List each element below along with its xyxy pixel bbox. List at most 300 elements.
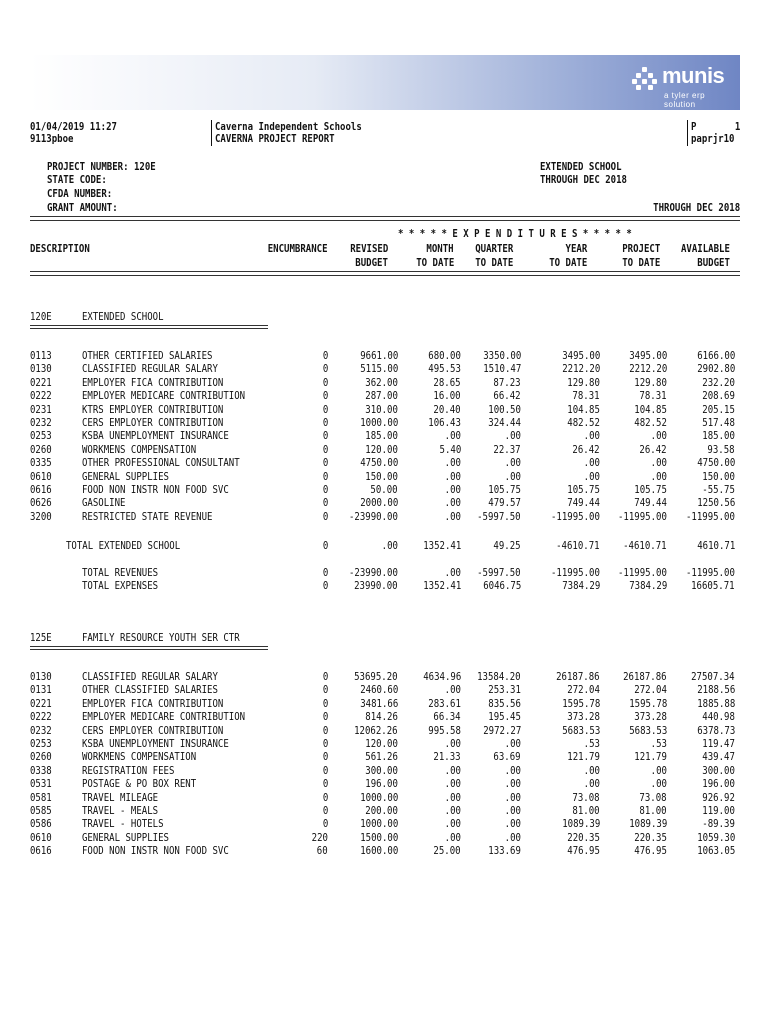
row-description: OTHER CLASSIFIED SALARIES (82, 684, 218, 697)
cell-revised-budget: 200.00 (365, 805, 398, 817)
cell-project-to-date: 26.42 (639, 443, 667, 456)
cell-available-budget: 119.47 (702, 738, 735, 750)
cell-available-budget: 439.47 (702, 751, 735, 764)
row-description: FOOD NON INSTR NON FOOD SVC (82, 484, 229, 496)
cell-quarter-to-date: 1510.47 (482, 363, 521, 376)
row-description: KSBA UNEMPLOYMENT INSURANCE (82, 430, 229, 443)
row-description: CLASSIFIED REGULAR SALARY (82, 363, 218, 376)
cell-project-to-date: 2212.20 (628, 363, 667, 376)
cell-month-to-date: 25.00 (433, 845, 461, 858)
cell-year-to-date: 220.35 (567, 831, 600, 844)
row-object-code: 0531 (30, 778, 52, 791)
cell-project-to-date: 129.80 (634, 376, 667, 389)
row-description: TRAVEL - MEALS (82, 805, 159, 817)
cell-month-to-date: 20.40 (433, 403, 461, 416)
report-datetime: 01/04/2019 11:27 (30, 121, 117, 133)
cell-encumbrance: 0 (322, 580, 328, 592)
cell-quarter-to-date: 13584.20 (477, 671, 521, 683)
col-project: PROJECT (621, 243, 660, 255)
cell-project-to-date: 272.04 (634, 684, 667, 697)
through-period-right: THROUGH DEC 2018 (653, 202, 740, 214)
col-year-2: TO DATE (548, 257, 587, 269)
cell-year-to-date: .00 (583, 430, 600, 443)
row-description: OTHER CERTIFIED SALARIES (82, 350, 213, 362)
row-description: KSBA UNEMPLOYMENT INSURANCE (82, 738, 229, 750)
cell-project-to-date: 749.44 (634, 497, 667, 510)
cell-quarter-to-date: 66.42 (493, 390, 521, 403)
header-divider-right (687, 120, 688, 146)
cell-encumbrance: 0 (322, 376, 328, 389)
cell-revised-budget: 120.00 (365, 738, 398, 750)
cell-month-to-date: 1352.41 (422, 540, 461, 552)
cell-project-to-date: 104.85 (634, 403, 667, 416)
cell-encumbrance: 0 (322, 417, 328, 429)
cell-encumbrance: 0 (322, 567, 328, 579)
cell-revised-budget: 120.00 (365, 443, 398, 456)
logo-dots-icon (632, 67, 658, 93)
cell-quarter-to-date: 87.23 (493, 376, 521, 389)
cell-available-budget: -11995.00 (686, 567, 735, 579)
cell-encumbrance: 0 (322, 457, 328, 470)
cell-revised-budget: 1500.00 (359, 831, 398, 844)
cell-available-budget: 1059.30 (696, 831, 735, 844)
logo-text: munis (662, 63, 725, 88)
cell-revised-budget: 300.00 (365, 764, 398, 777)
cell-encumbrance: 0 (322, 738, 328, 750)
cell-revised-budget: 4750.00 (359, 457, 398, 470)
cell-encumbrance: 0 (322, 764, 328, 777)
cell-year-to-date: 26187.86 (556, 671, 600, 683)
cell-quarter-to-date: .00 (504, 764, 521, 777)
row-object-code: 0335 (30, 457, 52, 470)
cell-revised-budget: 2460.60 (359, 684, 398, 697)
cell-month-to-date: .00 (444, 791, 461, 804)
row-description: GENERAL SUPPLIES (82, 831, 169, 844)
cell-encumbrance: 0 (322, 350, 328, 362)
report-title: CAVERNA PROJECT REPORT (215, 133, 335, 145)
row-description: TRAVEL MILEAGE (82, 791, 159, 804)
cell-project-to-date: 373.28 (634, 711, 667, 724)
cell-revised-budget: 150.00 (365, 470, 398, 483)
cell-project-to-date: 5683.53 (628, 724, 667, 737)
row-description: WORKMENS COMPENSATION (82, 751, 197, 764)
cell-quarter-to-date: .00 (504, 470, 521, 483)
row-description: CERS EMPLOYER CONTRIBUTION (82, 724, 224, 737)
cell-month-to-date: .00 (444, 457, 461, 470)
cell-encumbrance: 220 (311, 831, 328, 844)
cell-quarter-to-date: .00 (504, 778, 521, 791)
cell-quarter-to-date: 835.56 (488, 697, 521, 710)
cell-encumbrance: 0 (322, 791, 328, 804)
project-name: EXTENDED SCHOOL (540, 161, 622, 173)
row-object-code: 0338 (30, 764, 52, 777)
row-object-code: 0610 (30, 831, 52, 844)
row-description: OTHER PROFESSIONAL CONSULTANT (82, 457, 240, 470)
cell-year-to-date: 476.95 (567, 845, 600, 858)
cell-encumbrance: 0 (322, 778, 328, 791)
cell-year-to-date: .00 (583, 457, 600, 470)
report-user: 9113pboe (30, 133, 74, 145)
cell-month-to-date: 106.43 (428, 417, 461, 429)
cell-quarter-to-date: .00 (504, 738, 521, 750)
cell-encumbrance: 0 (322, 510, 328, 523)
cell-project-to-date: 81.00 (639, 805, 667, 817)
cell-project-to-date: .00 (650, 764, 667, 777)
cell-quarter-to-date: .00 (504, 430, 521, 443)
total-expenses-label: TOTAL EXPENSES (82, 580, 159, 592)
page-number: 1 (734, 121, 740, 133)
cell-year-to-date: 81.00 (572, 805, 600, 817)
cell-year-to-date: 7384.29 (561, 580, 600, 592)
cell-revised-budget: 50.00 (370, 484, 398, 496)
cell-project-to-date: .00 (650, 430, 667, 443)
cell-quarter-to-date: 479.57 (488, 497, 521, 510)
cell-available-budget: 208.69 (702, 390, 735, 403)
col-encumbrance: ENCUMBRANCE (268, 243, 328, 255)
through-period: THROUGH DEC 2018 (540, 174, 627, 186)
cell-month-to-date: .00 (444, 470, 461, 483)
row-description: RESTRICTED STATE REVENUE (82, 510, 213, 523)
cell-revised-budget: 287.00 (365, 390, 398, 403)
cell-project-to-date: -4610.71 (623, 540, 667, 552)
cell-revised-budget: 9661.00 (359, 350, 398, 362)
cell-encumbrance: 0 (322, 671, 328, 683)
cell-month-to-date: 28.65 (433, 376, 461, 389)
row-description: KTRS EMPLOYER CONTRIBUTION (82, 403, 224, 416)
cell-revised-budget: 1600.00 (359, 845, 398, 858)
row-object-code: 0130 (30, 671, 52, 683)
cell-encumbrance: 0 (322, 497, 328, 510)
cell-month-to-date: .00 (444, 567, 461, 579)
cell-month-to-date: .00 (444, 510, 461, 523)
cell-project-to-date: -11995.00 (618, 510, 667, 523)
cell-available-budget: 926.92 (702, 791, 735, 804)
header-divider-left (211, 120, 212, 146)
cell-available-budget: 93.58 (707, 443, 735, 456)
cell-project-to-date: 73.08 (639, 791, 667, 804)
cell-available-budget: 196.00 (702, 778, 735, 791)
cell-revised-budget: .00 (381, 540, 398, 552)
cell-year-to-date: 129.80 (567, 376, 600, 389)
row-object-code: 0610 (30, 470, 52, 483)
row-object-code: 0586 (30, 818, 52, 831)
cell-year-to-date: 73.08 (572, 791, 600, 804)
cell-available-budget: 119.00 (702, 805, 735, 817)
row-description: POSTAGE & PO BOX RENT (82, 778, 197, 791)
grant-amount: GRANT AMOUNT: (47, 202, 118, 214)
cell-year-to-date: 482.52 (567, 417, 600, 429)
cell-month-to-date: .00 (444, 764, 461, 777)
cell-quarter-to-date: 63.69 (493, 751, 521, 764)
cell-month-to-date: .00 (444, 684, 461, 697)
cell-revised-budget: 185.00 (365, 430, 398, 443)
row-description: EMPLOYER FICA CONTRIBUTION (82, 376, 224, 389)
cell-revised-budget: 1000.00 (359, 791, 398, 804)
munis-logo (632, 61, 732, 109)
cell-project-to-date: 220.35 (634, 831, 667, 844)
cell-available-budget: 4750.00 (696, 457, 735, 470)
section-total-label: TOTAL EXTENDED SCHOOL (66, 540, 181, 552)
cell-project-to-date: 1595.78 (628, 697, 667, 710)
cell-month-to-date: 495.53 (428, 363, 461, 376)
col-revised-2: BUDGET (355, 257, 388, 269)
cell-year-to-date: 2212.20 (561, 363, 600, 376)
col-month: MONTH (426, 243, 454, 255)
cell-revised-budget: 1000.00 (359, 818, 398, 831)
cell-encumbrance: 0 (322, 684, 328, 697)
cell-year-to-date: .00 (583, 764, 600, 777)
cell-encumbrance: 0 (322, 711, 328, 724)
expenditures-banner: * * * * * E X P E N D I T U R E S * * * * * (398, 228, 632, 240)
col-available: AVAILABLE (681, 243, 730, 255)
report-banner (30, 55, 740, 110)
row-description: GENERAL SUPPLIES (82, 470, 169, 483)
cell-available-budget: 2902.80 (696, 363, 735, 376)
org-name: Caverna Independent Schools (215, 121, 362, 133)
cell-month-to-date: 66.34 (433, 711, 461, 724)
cell-project-to-date: .00 (650, 470, 667, 483)
cell-revised-budget: 1000.00 (359, 417, 398, 429)
cell-year-to-date: 373.28 (567, 711, 600, 724)
row-object-code: 0626 (30, 497, 52, 510)
cell-available-budget: 185.00 (702, 430, 735, 443)
column-heading-rule (30, 271, 740, 276)
cell-year-to-date: -4610.71 (556, 540, 600, 552)
cell-quarter-to-date: -5997.50 (477, 510, 521, 523)
cell-project-to-date: 1089.39 (628, 818, 667, 831)
cell-year-to-date: .00 (583, 470, 600, 483)
cell-quarter-to-date: 324.44 (488, 417, 521, 429)
col-year: YEAR (565, 243, 587, 255)
cell-revised-budget: 23990.00 (354, 580, 398, 592)
row-object-code: 0253 (30, 738, 52, 750)
cell-month-to-date: .00 (444, 818, 461, 831)
row-description: REGISTRATION FEES (82, 764, 175, 777)
cell-year-to-date: .53 (583, 738, 600, 750)
cell-encumbrance: 0 (322, 751, 328, 764)
cell-encumbrance: 0 (322, 443, 328, 456)
row-description: EMPLOYER FICA CONTRIBUTION (82, 697, 224, 710)
row-object-code: 0222 (30, 711, 52, 724)
cell-available-budget: 1885.88 (696, 697, 735, 710)
cell-quarter-to-date: 2972.27 (482, 724, 521, 737)
cell-available-budget: -11995.00 (686, 510, 735, 523)
cell-revised-budget: 196.00 (365, 778, 398, 791)
cell-year-to-date: 121.79 (567, 751, 600, 764)
cell-available-budget: 2188.56 (696, 684, 735, 697)
cell-project-to-date: 3495.00 (628, 350, 667, 362)
state-code: STATE CODE: (47, 174, 107, 186)
cell-month-to-date: .00 (444, 778, 461, 791)
cell-quarter-to-date: 253.31 (488, 684, 521, 697)
cell-month-to-date: 283.61 (428, 697, 461, 710)
cell-year-to-date: 749.44 (567, 497, 600, 510)
cell-month-to-date: 995.58 (428, 724, 461, 737)
row-object-code: 0131 (30, 684, 52, 697)
cell-encumbrance: 0 (322, 818, 328, 831)
cell-revised-budget: 3481.66 (359, 697, 398, 710)
row-object-code: 0260 (30, 443, 52, 456)
cell-year-to-date: 26.42 (572, 443, 600, 456)
row-object-code: 0222 (30, 390, 52, 403)
cell-revised-budget: 5115.00 (359, 363, 398, 376)
col-project-2: TO DATE (621, 257, 660, 269)
cell-available-budget: 4610.71 (696, 540, 735, 552)
cell-quarter-to-date: 49.25 (493, 540, 521, 552)
row-object-code: 0232 (30, 417, 52, 429)
row-description: EMPLOYER MEDICARE CONTRIBUTION (82, 711, 246, 724)
cell-year-to-date: 78.31 (572, 390, 600, 403)
cell-available-budget: 1250.56 (696, 497, 735, 510)
cell-year-to-date: -11995.00 (551, 510, 600, 523)
cell-project-to-date: .53 (650, 738, 667, 750)
cell-available-budget: 517.48 (702, 417, 735, 429)
cell-quarter-to-date: 6046.75 (482, 580, 521, 592)
cell-month-to-date: 5.40 (439, 443, 461, 456)
cell-year-to-date: 105.75 (567, 484, 600, 496)
cell-quarter-to-date: .00 (504, 818, 521, 831)
cell-month-to-date: .00 (444, 831, 461, 844)
cell-revised-budget: 2000.00 (359, 497, 398, 510)
cell-project-to-date: 476.95 (634, 845, 667, 858)
row-object-code: 0581 (30, 791, 52, 804)
project-number: PROJECT NUMBER: 120E (47, 161, 156, 173)
cell-year-to-date: 3495.00 (561, 350, 600, 362)
cell-revised-budget: 53695.20 (354, 671, 398, 683)
cell-month-to-date: .00 (444, 738, 461, 750)
cell-quarter-to-date: 22.37 (493, 443, 521, 456)
cell-encumbrance: 60 (317, 845, 328, 858)
cell-encumbrance: 0 (322, 540, 328, 552)
cell-available-budget: 440.98 (702, 711, 735, 724)
row-object-code: 0260 (30, 751, 52, 764)
col-month-2: TO DATE (415, 257, 454, 269)
row-object-code: 0130 (30, 363, 52, 376)
cell-project-to-date: 26187.86 (623, 671, 667, 683)
row-description: WORKMENS COMPENSATION (82, 443, 197, 456)
cell-month-to-date: 16.00 (433, 390, 461, 403)
cell-available-budget: 27507.34 (691, 671, 735, 683)
cell-encumbrance: 0 (322, 403, 328, 416)
cell-quarter-to-date: 195.45 (488, 711, 521, 724)
cell-quarter-to-date: .00 (504, 457, 521, 470)
cell-encumbrance: 0 (322, 724, 328, 737)
cell-project-to-date: 105.75 (634, 484, 667, 496)
cell-revised-budget: -23990.00 (349, 567, 398, 579)
col-description: DESCRIPTION (30, 243, 90, 255)
program-id: paprjr10 (691, 133, 735, 145)
row-description: CERS EMPLOYER CONTRIBUTION (82, 417, 224, 429)
row-description: CLASSIFIED REGULAR SALARY (82, 671, 218, 683)
cell-year-to-date: 272.04 (567, 684, 600, 697)
section-name: FAMILY RESOURCE YOUTH SER CTR (82, 632, 240, 644)
cell-year-to-date: 5683.53 (561, 724, 600, 737)
cell-project-to-date: 78.31 (639, 390, 667, 403)
col-available-2: BUDGET (697, 257, 730, 269)
cell-encumbrance: 0 (322, 363, 328, 376)
cell-available-budget: 6378.73 (696, 724, 735, 737)
cell-year-to-date: -11995.00 (551, 567, 600, 579)
cell-month-to-date: 21.33 (433, 751, 461, 764)
section-underline (30, 646, 268, 650)
cell-revised-budget: 310.00 (365, 403, 398, 416)
cell-year-to-date: 104.85 (567, 403, 600, 416)
cell-encumbrance: 0 (322, 470, 328, 483)
col-quarter-2: TO DATE (474, 257, 513, 269)
cell-project-to-date: .00 (650, 457, 667, 470)
cfda-number: CFDA NUMBER: (47, 188, 113, 200)
cell-available-budget: 300.00 (702, 764, 735, 777)
total-revenues-label: TOTAL REVENUES (82, 567, 159, 579)
cell-year-to-date: 1595.78 (561, 697, 600, 710)
cell-encumbrance: 0 (322, 697, 328, 710)
cell-month-to-date: 4634.96 (422, 671, 461, 683)
section-code: 120E (30, 311, 52, 323)
row-description: FOOD NON INSTR NON FOOD SVC (82, 845, 229, 858)
row-object-code: 0231 (30, 403, 52, 416)
row-description: EMPLOYER MEDICARE CONTRIBUTION (82, 390, 246, 403)
cell-available-budget: 1063.05 (696, 845, 735, 858)
cell-available-budget: 150.00 (702, 470, 735, 483)
cell-project-to-date: 482.52 (634, 417, 667, 429)
cell-quarter-to-date: 105.75 (488, 484, 521, 496)
row-description: GASOLINE (82, 497, 126, 510)
cell-project-to-date: .00 (650, 778, 667, 791)
cell-encumbrance: 0 (322, 805, 328, 817)
cell-available-budget: -55.75 (702, 484, 735, 496)
cell-month-to-date: .00 (444, 430, 461, 443)
section-name: EXTENDED SCHOOL (82, 311, 164, 323)
cell-month-to-date: 1352.41 (422, 580, 461, 592)
cell-revised-budget: 362.00 (365, 376, 398, 389)
cell-available-budget: 6166.00 (696, 350, 735, 362)
row-object-code: 0616 (30, 845, 52, 858)
cell-available-budget: 232.20 (702, 376, 735, 389)
cell-quarter-to-date: .00 (504, 791, 521, 804)
cell-quarter-to-date: 3350.00 (482, 350, 521, 362)
cell-revised-budget: 561.26 (365, 751, 398, 764)
cell-available-budget: -89.39 (702, 818, 735, 831)
header-rule (30, 216, 740, 221)
cell-encumbrance: 0 (322, 390, 328, 403)
page-label: P (691, 121, 697, 133)
cell-quarter-to-date: .00 (504, 805, 521, 817)
col-revised: REVISED (349, 243, 388, 255)
col-quarter: QUARTER (474, 243, 513, 255)
row-object-code: 0616 (30, 484, 52, 496)
cell-encumbrance: 0 (322, 484, 328, 496)
row-object-code: 0585 (30, 805, 52, 817)
row-object-code: 0232 (30, 724, 52, 737)
cell-month-to-date: 680.00 (428, 350, 461, 362)
row-object-code: 0221 (30, 697, 52, 710)
cell-quarter-to-date: -5997.50 (477, 567, 521, 579)
row-object-code: 0253 (30, 430, 52, 443)
cell-project-to-date: 7384.29 (628, 580, 667, 592)
cell-quarter-to-date: 100.50 (488, 403, 521, 416)
cell-quarter-to-date: .00 (504, 831, 521, 844)
cell-encumbrance: 0 (322, 430, 328, 443)
cell-month-to-date: .00 (444, 497, 461, 510)
cell-month-to-date: .00 (444, 484, 461, 496)
cell-revised-budget: -23990.00 (349, 510, 398, 523)
cell-available-budget: 205.15 (702, 403, 735, 416)
cell-revised-budget: 814.26 (365, 711, 398, 724)
cell-revised-budget: 12062.26 (354, 724, 398, 737)
cell-year-to-date: 1089.39 (561, 818, 600, 831)
cell-project-to-date: -11995.00 (618, 567, 667, 579)
row-object-code: 0113 (30, 350, 52, 362)
